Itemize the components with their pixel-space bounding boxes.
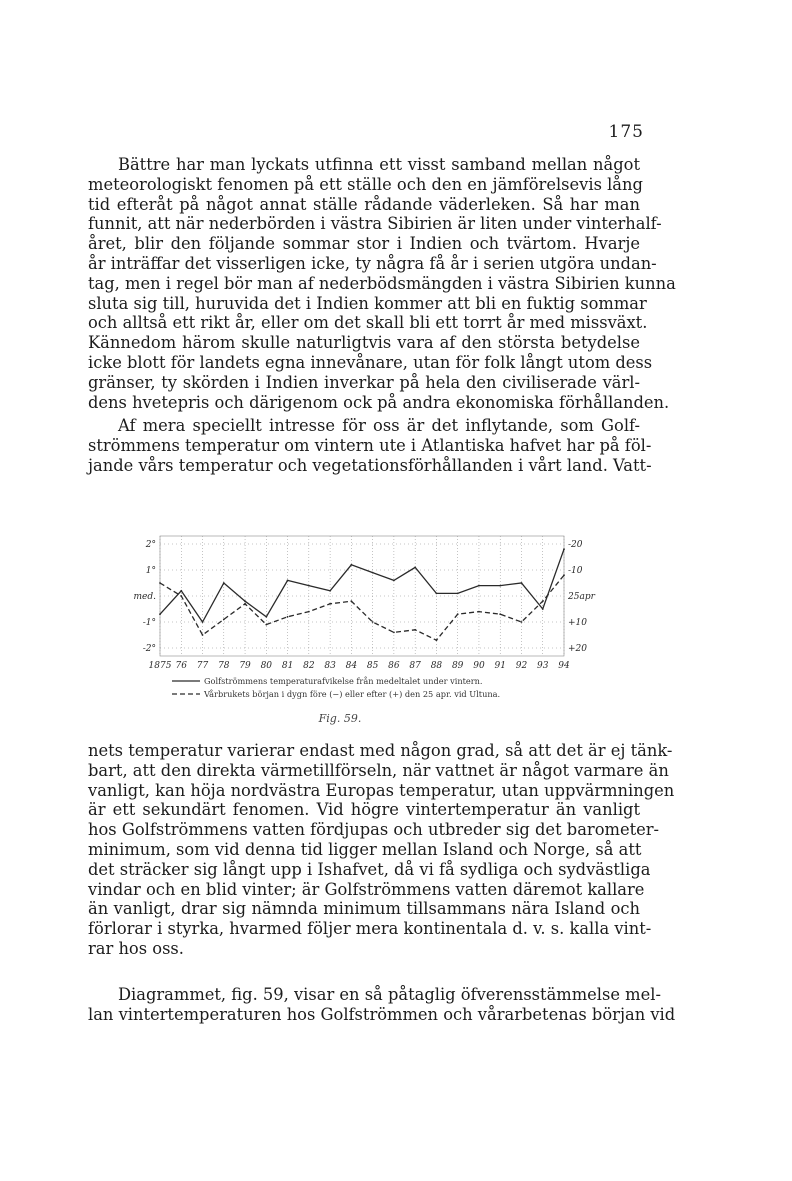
- data-point: [414, 629, 416, 631]
- right-axis-tick-label: 25apr: [568, 592, 595, 602]
- data-point: [499, 613, 501, 615]
- x-axis-tick-label: 89: [451, 661, 464, 671]
- data-point: [180, 595, 182, 597]
- right-axis-tick-label: +10: [568, 618, 587, 628]
- right-axis-tick-label: +20: [568, 644, 587, 654]
- data-point: [180, 590, 182, 592]
- left-axis-tick-label: med.: [133, 592, 156, 602]
- x-axis-tick-label: 93: [537, 661, 549, 671]
- data-point: [265, 624, 267, 626]
- data-point: [287, 580, 289, 582]
- text-line: tag, men i regel bör man af nederbödsmängden i västra Sibirien kunna: [88, 273, 676, 293]
- text-line: rar hos oss.: [88, 938, 184, 958]
- x-axis-tick-label: 85: [366, 661, 379, 671]
- left-axis-tick-label: 1°: [145, 566, 156, 576]
- data-point: [223, 582, 225, 584]
- data-point: [499, 585, 501, 587]
- data-point: [159, 613, 161, 615]
- data-point: [159, 582, 161, 584]
- text-line: strömmens temperatur om vintern ute i Atlantiska hafvet har på föl-: [88, 435, 652, 455]
- data-point: [372, 621, 374, 623]
- text-line: Kännedom härom skulle naturligtvis vara af den största betydelse: [88, 333, 640, 353]
- data-point: [265, 616, 267, 618]
- text-line: är ett sekundärt fenomen. Vid högre vintertemperatur än vanligt: [88, 800, 640, 820]
- page-number: 175: [608, 122, 644, 142]
- x-axis-tick-label: 83: [324, 661, 336, 671]
- right-axis-tick-label: -10: [568, 566, 583, 576]
- text-line: än vanligt, drar sig nämnda minimum tillsammans nära Island och: [88, 899, 640, 919]
- left-axis-tick-label: -2°: [142, 644, 156, 654]
- text-line: dens hvetepris och därigenom ock på andra ekonomiska förhållanden.: [88, 392, 670, 412]
- data-point: [436, 639, 438, 641]
- text-line: hos Golfströmmens vatten fördjupas och utbreder sig det barometer-: [88, 820, 660, 840]
- text-line: året, blir den följande sommar stor i Indien och tvärtom. Hvarje: [88, 234, 640, 254]
- x-axis-tick-label: 78: [218, 661, 230, 671]
- paragraph-4: [88, 985, 676, 1025]
- left-axis-tick-label: 2°: [145, 540, 156, 550]
- legend-entry: Golfströmmens temperaturafvikelse från medeltalet under vintern.: [204, 676, 483, 686]
- text-line: jande vårs temperatur och vegetationsförhållanden i vårt land. Vatt-: [88, 455, 652, 475]
- paragraph-3: [88, 741, 675, 959]
- paragraph-2: [88, 416, 652, 475]
- data-point: [308, 611, 310, 613]
- text-line: nets temperatur varierar endast med någon grad, så att det är ej tänk-: [88, 741, 673, 760]
- text-line: gränser, ty skörden i Indien inverkar på hela den civiliserade värl-: [88, 372, 640, 392]
- x-axis-tick-label: 76: [175, 661, 187, 671]
- x-axis-tick-label: 82: [303, 661, 315, 671]
- text-line: icke blott för landets egna innevånare, utan för folk långt utom dess: [88, 352, 653, 372]
- x-axis-tick-label: 87: [409, 661, 421, 671]
- text-line: tid efteråt på något annat ställe rådande väderleken. Så har man: [88, 194, 640, 214]
- text-line: bart, att den direkta värmetillförseln, när vattnet är något varmare än: [88, 760, 669, 780]
- legend-entry: Vårbrukets början i dygn före (−) eller efter (+) den 25 apr. vid Ultuna.: [204, 689, 501, 699]
- data-point: [478, 585, 480, 587]
- x-axis-tick-label: 84: [345, 661, 358, 671]
- data-point: [521, 621, 523, 623]
- data-point: [202, 621, 204, 623]
- figure-59-chart: [108, 524, 628, 724]
- data-point: [457, 593, 459, 595]
- data-point: [244, 600, 246, 602]
- data-point: [329, 603, 331, 605]
- x-axis-tick-label: 86: [388, 661, 400, 671]
- x-axis-tick-label: 79: [239, 661, 251, 671]
- data-point: [350, 564, 352, 566]
- text-line: det sträcker sig långt upp i Ishafvet, då vi få sydliga och sydvästliga: [88, 859, 651, 879]
- data-point: [287, 616, 289, 618]
- data-point: [563, 548, 565, 550]
- text-line: vindar och en blid vinter; är Golfströmmens vatten däremot kallare: [88, 879, 645, 899]
- text-line: meteorologiskt fenomen på ett ställe och den en jämförelsevis lång: [88, 174, 643, 194]
- x-axis-tick-label: 90: [473, 661, 485, 671]
- data-point: [223, 619, 225, 621]
- data-point: [244, 603, 246, 605]
- data-point: [350, 600, 352, 602]
- x-axis-tick-label: 80: [260, 661, 273, 671]
- x-axis-tick-label: 1875: [148, 661, 172, 671]
- text-line: Af mera speciellt intresse för oss är det inflytande, som Golf-: [118, 416, 640, 435]
- x-axis-tick-label: 88: [430, 661, 443, 671]
- data-point: [372, 572, 374, 574]
- figure-caption: Fig. 59.: [318, 712, 362, 725]
- data-point: [521, 582, 523, 584]
- text-line: och alltså ett rikt år, eller om det skall bli ett torrt år med missväxt.: [88, 313, 648, 333]
- text-line: minimum, som vid denna tid ligger mellan Island och Norge, så att: [88, 839, 642, 859]
- x-axis-tick-label: 94: [558, 661, 570, 671]
- data-point: [308, 585, 310, 587]
- text-line: år inträffar det visserligen icke, ty några få år i serien utgöra undan-: [88, 253, 657, 273]
- data-point: [542, 608, 544, 610]
- data-point: [393, 632, 395, 634]
- data-point: [478, 611, 480, 613]
- data-point: [457, 613, 459, 615]
- data-point: [563, 574, 565, 576]
- series-line-gulfstream: [160, 549, 564, 622]
- text-line: sluta sig till, huruvida det i Indien kommer att bli en fuktig sommar: [88, 293, 647, 313]
- text-line: vanligt, kan höja nordvästra Europas temperatur, utan uppvärmningen: [88, 780, 675, 800]
- data-point: [414, 567, 416, 569]
- text-line: funnit, att när nederbörden i västra Sibirien är liten under vinterhalf-: [88, 214, 662, 234]
- x-axis-tick-label: 91: [494, 661, 506, 671]
- text-line: Bättre har man lyckats utfinna ett visst samband mellan något: [118, 155, 640, 174]
- x-axis-tick-label: 81: [281, 661, 294, 671]
- data-point: [542, 600, 544, 602]
- text-line: förlorar i styrka, hvarmed följer mera kontinentala d. v. s. kalla vint-: [88, 919, 652, 939]
- data-point: [436, 593, 438, 595]
- data-point: [393, 580, 395, 582]
- right-axis-tick-label: -20: [568, 540, 583, 550]
- data-point: [202, 634, 204, 636]
- left-axis-tick-label: -1°: [142, 618, 156, 628]
- text-line: lan vintertemperaturen hos Golfströmmen och vårarbetenas början vid: [88, 1004, 676, 1024]
- paragraph-1: [88, 155, 676, 412]
- data-point: [329, 590, 331, 592]
- x-axis-tick-label: 92: [515, 661, 528, 671]
- x-axis-tick-label: 77: [196, 661, 209, 671]
- text-line: Diagrammet, fig. 59, visar en så påtaglig öfverensstämmelse mel-: [118, 985, 661, 1004]
